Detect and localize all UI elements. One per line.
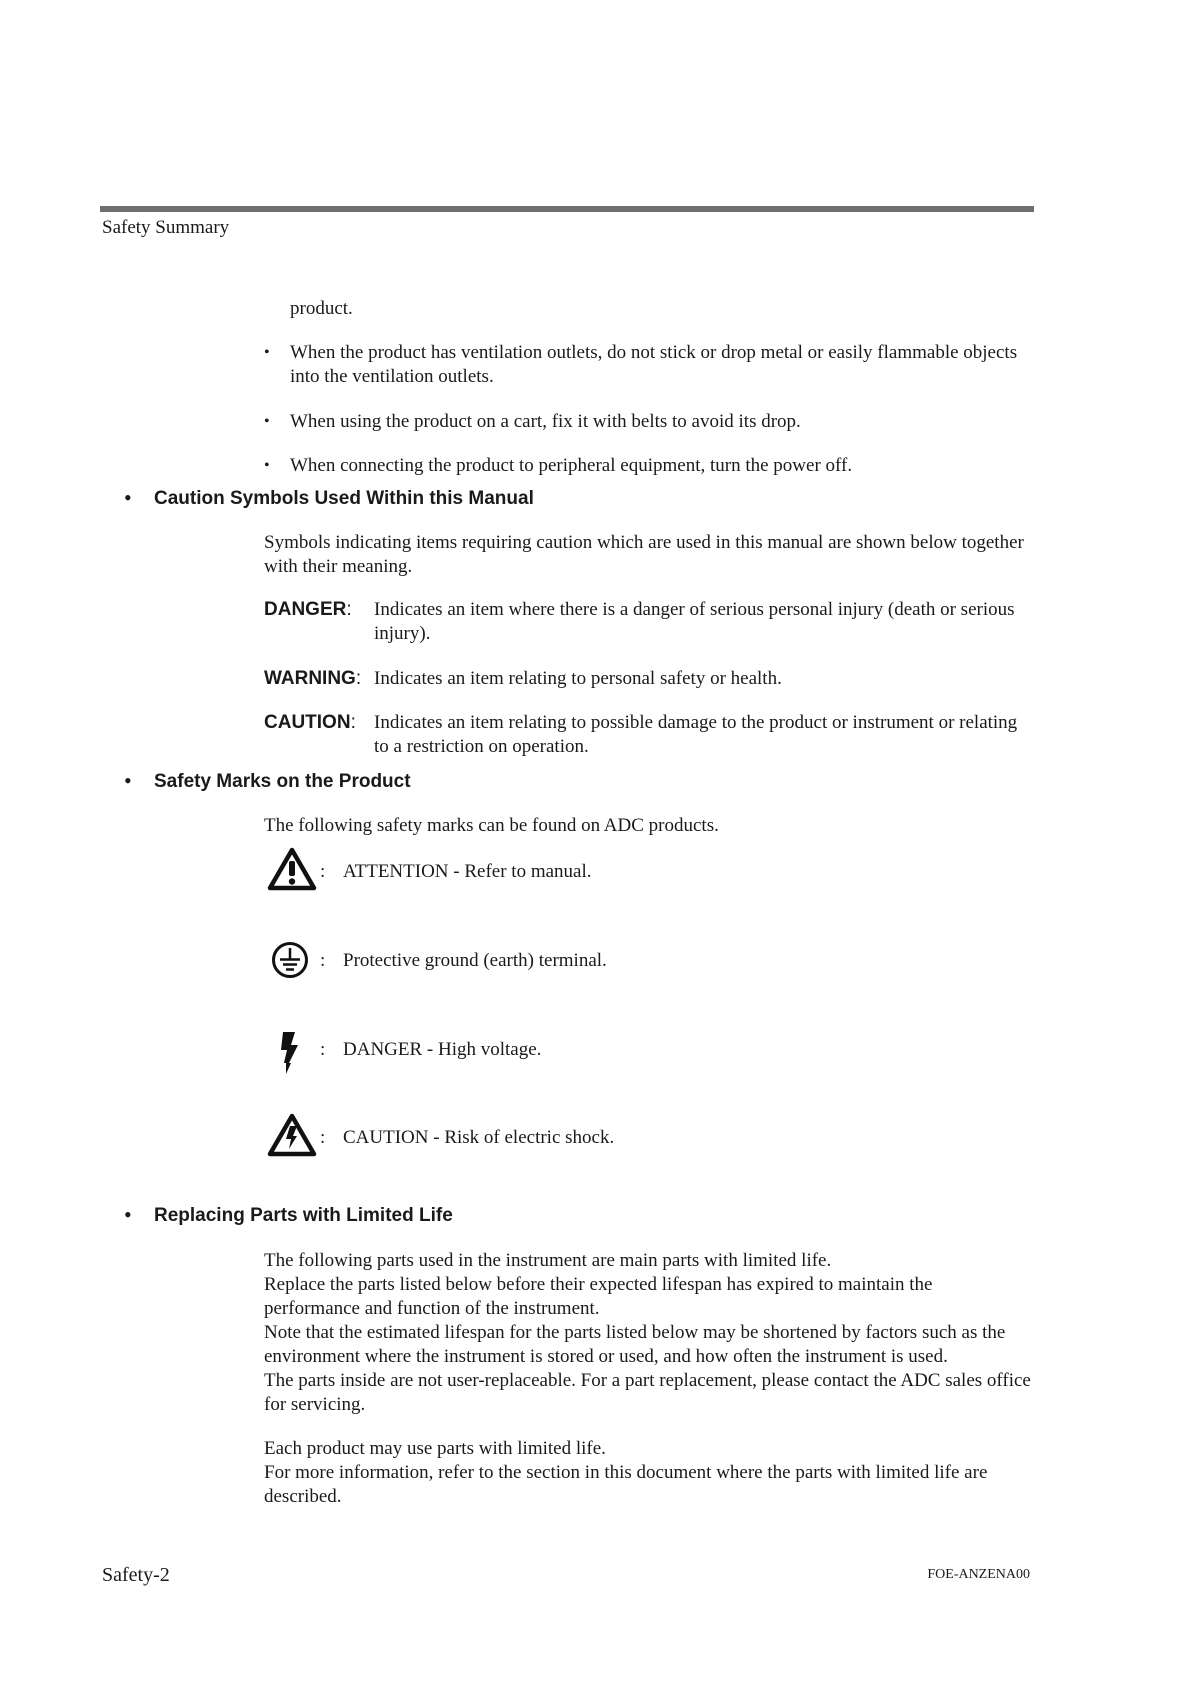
term-description: Indicates an item relating to personal safety or health.: [374, 668, 782, 689]
section-heading-caution-symbols: Caution Symbols Used Within this Manual: [154, 488, 534, 509]
attention-triangle-icon: [266, 846, 318, 892]
electric-shock-triangle-icon: [266, 1112, 318, 1158]
limited-life-paragraph-1: [264, 1249, 1032, 1417]
list-item: When using the product on a cart, fix it with belts to avoid its drop.: [290, 411, 801, 432]
document-code: FOE-ANZENA00: [927, 1567, 1030, 1582]
mark-label: DANGER - High voltage.: [343, 1039, 542, 1060]
mark-colon: :: [320, 950, 326, 971]
caution-symbols-intro: Symbols indicating items requiring caution which are used in this manual are shown below together with their meaning.: [264, 532, 1024, 577]
paragraph-line: Note that the estimated lifespan for the parts listed below may be shortened by factors such as the environment where the instrument is stored or used, and how often the instrument is used.: [264, 1322, 1006, 1367]
mark-label: CAUTION - Risk of electric shock.: [343, 1127, 615, 1148]
term-label: CAUTION: [264, 712, 351, 733]
mark-colon: :: [320, 861, 326, 882]
term-colon: :: [350, 712, 356, 733]
term-warning: [264, 667, 361, 691]
paragraph-line: For more information, refer to the section in this document where the parts with limited life are described.: [264, 1462, 988, 1507]
term-colon: :: [355, 668, 362, 689]
mark-colon: :: [320, 1127, 326, 1148]
safety-marks-intro: The following safety marks can be found on ADC products.: [264, 815, 719, 836]
term-label: DANGER: [264, 599, 347, 620]
bullet-marker: •: [264, 344, 270, 361]
term-description: Indicates an item relating to possible damage to the product or instrument or relating to a restriction on operation.: [374, 712, 1018, 757]
limited-life-paragraph-2: [264, 1437, 1032, 1509]
list-item: When connecting the product to peripheral equipment, turn the power off.: [290, 455, 853, 476]
term-label: WARNING: [264, 668, 356, 689]
section-bullet: •: [124, 1202, 132, 1227]
protective-ground-icon: [270, 940, 310, 980]
section-bullet: •: [124, 485, 132, 510]
page-number: Safety-2: [102, 1564, 170, 1586]
running-header: Safety Summary: [102, 217, 230, 238]
mark-label: Protective ground (earth) terminal.: [343, 950, 607, 971]
term-description: Indicates an item where there is a danger of serious personal injury (death or serious injury).: [374, 599, 1015, 644]
paragraph-line: The parts inside are not user-replaceable. For a part replacement, please contact the ADC sales office for servicing.: [264, 1370, 1031, 1415]
section-bullet: •: [124, 768, 132, 793]
continuation-text: product.: [290, 298, 353, 319]
paragraph-line: Each product may use parts with limited life.: [264, 1438, 606, 1459]
section-heading-limited-life: Replacing Parts with Limited Life: [154, 1205, 453, 1226]
header-rule: [100, 206, 1034, 212]
list-item: When the product has ventilation outlets, do not stick or drop metal or easily flammable objects into the ventilation outlets.: [290, 342, 1018, 387]
high-voltage-bolt-icon: [278, 1030, 304, 1076]
term-caution: [264, 711, 356, 735]
paragraph-line: Replace the parts listed below before their expected lifespan has expired to maintain the performance and function of the instrument.: [264, 1274, 933, 1319]
term-danger: [264, 598, 352, 622]
paragraph-line: The following parts used in the instrument are main parts with limited life.: [264, 1250, 832, 1271]
mark-label: ATTENTION - Refer to manual.: [343, 861, 592, 882]
bullet-marker: •: [264, 413, 270, 430]
section-heading-safety-marks: Safety Marks on the Product: [154, 771, 411, 792]
term-colon: :: [346, 599, 352, 620]
bullet-marker: •: [264, 457, 270, 474]
mark-colon: :: [320, 1039, 326, 1060]
